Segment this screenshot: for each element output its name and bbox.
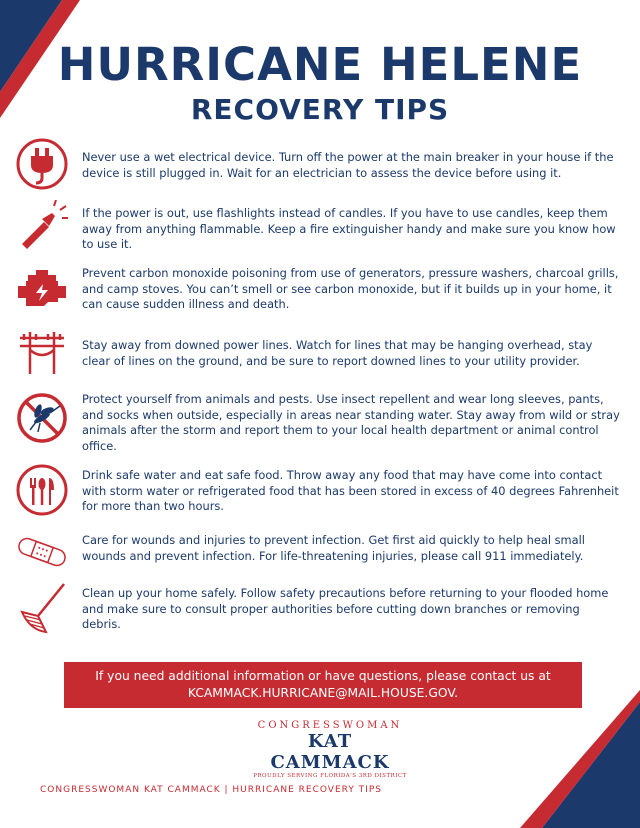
no-mosquito-icon (16, 392, 68, 444)
bandage-icon (16, 526, 68, 578)
logo-tagline: PROUDLY SERVING FLORIDA'S 3RD DISTRICT (253, 773, 407, 779)
plate-utensils-icon (16, 464, 68, 516)
page-subtitle: RECOVERY TIPS (190, 93, 450, 126)
contact-text: If you need additional information or have questions, please contact us at (95, 669, 551, 683)
tip-text: Stay away from downed power lines. Watch for lines that may be hanging overhead, stay clear of lines on the ground, and be sure to report downed lines to your utility provider. (82, 338, 593, 368)
tip-text: Clean up your home safely. Follow safety precautions before returning to your flooded home and make sure to consult proper authorities before cutting down branches or removing debris. (82, 586, 609, 632)
power-line-icon (16, 324, 68, 376)
logo-title: CONGRESSWOMAN (257, 720, 403, 731)
logo-name: KAT CAMMACK (270, 731, 390, 773)
tip-text: Never use a wet electrical device. Turn off the power at the main breaker in your house if the device is still plugged in. Wait for an electrician to assess the device before using it. (82, 150, 614, 180)
bottom-right-corner-decoration (500, 690, 640, 828)
tip-text: If the power is out, use flashlights instead of candles. If you have to use candles, keep them away from anything flammable. Keep a fire extinguisher handy and make sure you know how to use it. (82, 206, 616, 252)
tip-text: Care for wounds and injuries to prevent infection. Get first aid quickly to help heal small wounds and prevent infection. For life-threatening injuries, please call 911 immediately. (82, 533, 585, 563)
footer-text: CONGRESSWOMAN KAT CAMMACK | HURRICANE RECOVERY TIPS (40, 785, 382, 795)
engine-generator-icon (16, 262, 68, 314)
tip-text: Protect yourself from animals and pests. Use insect repellent and wear long sleeves, pants, and socks when outside, especially in areas near standing water. Stay away from wild or stray animals after the storm and report them to your local health department or animal control office. (82, 392, 620, 453)
rake-icon (16, 582, 68, 634)
flashlight-icon (16, 200, 68, 252)
congresswoman-logo (250, 720, 410, 778)
electrical-plug-icon (16, 138, 68, 190)
contact-email[interactable]: KCAMMACK.HURRICANE@MAIL.HOUSE.GOV. (187, 686, 459, 700)
contact-banner (64, 662, 582, 708)
page-title: HURRICANE HELENE (57, 38, 583, 91)
tip-text: Prevent carbon monoxide poisoning from use of generators, pressure washers, charcoal grills, and camp stoves. You can’t smell or see carbon monoxide, but if it builds up in your home, it can cause sudden illness and death. (82, 266, 619, 312)
tip-text: Drink safe water and eat safe food. Throw away any food that may have come into contact with storm water or refrigerated food that has been stored in excess of 40 degrees Fahrenheit for more than two hours. (82, 468, 619, 514)
